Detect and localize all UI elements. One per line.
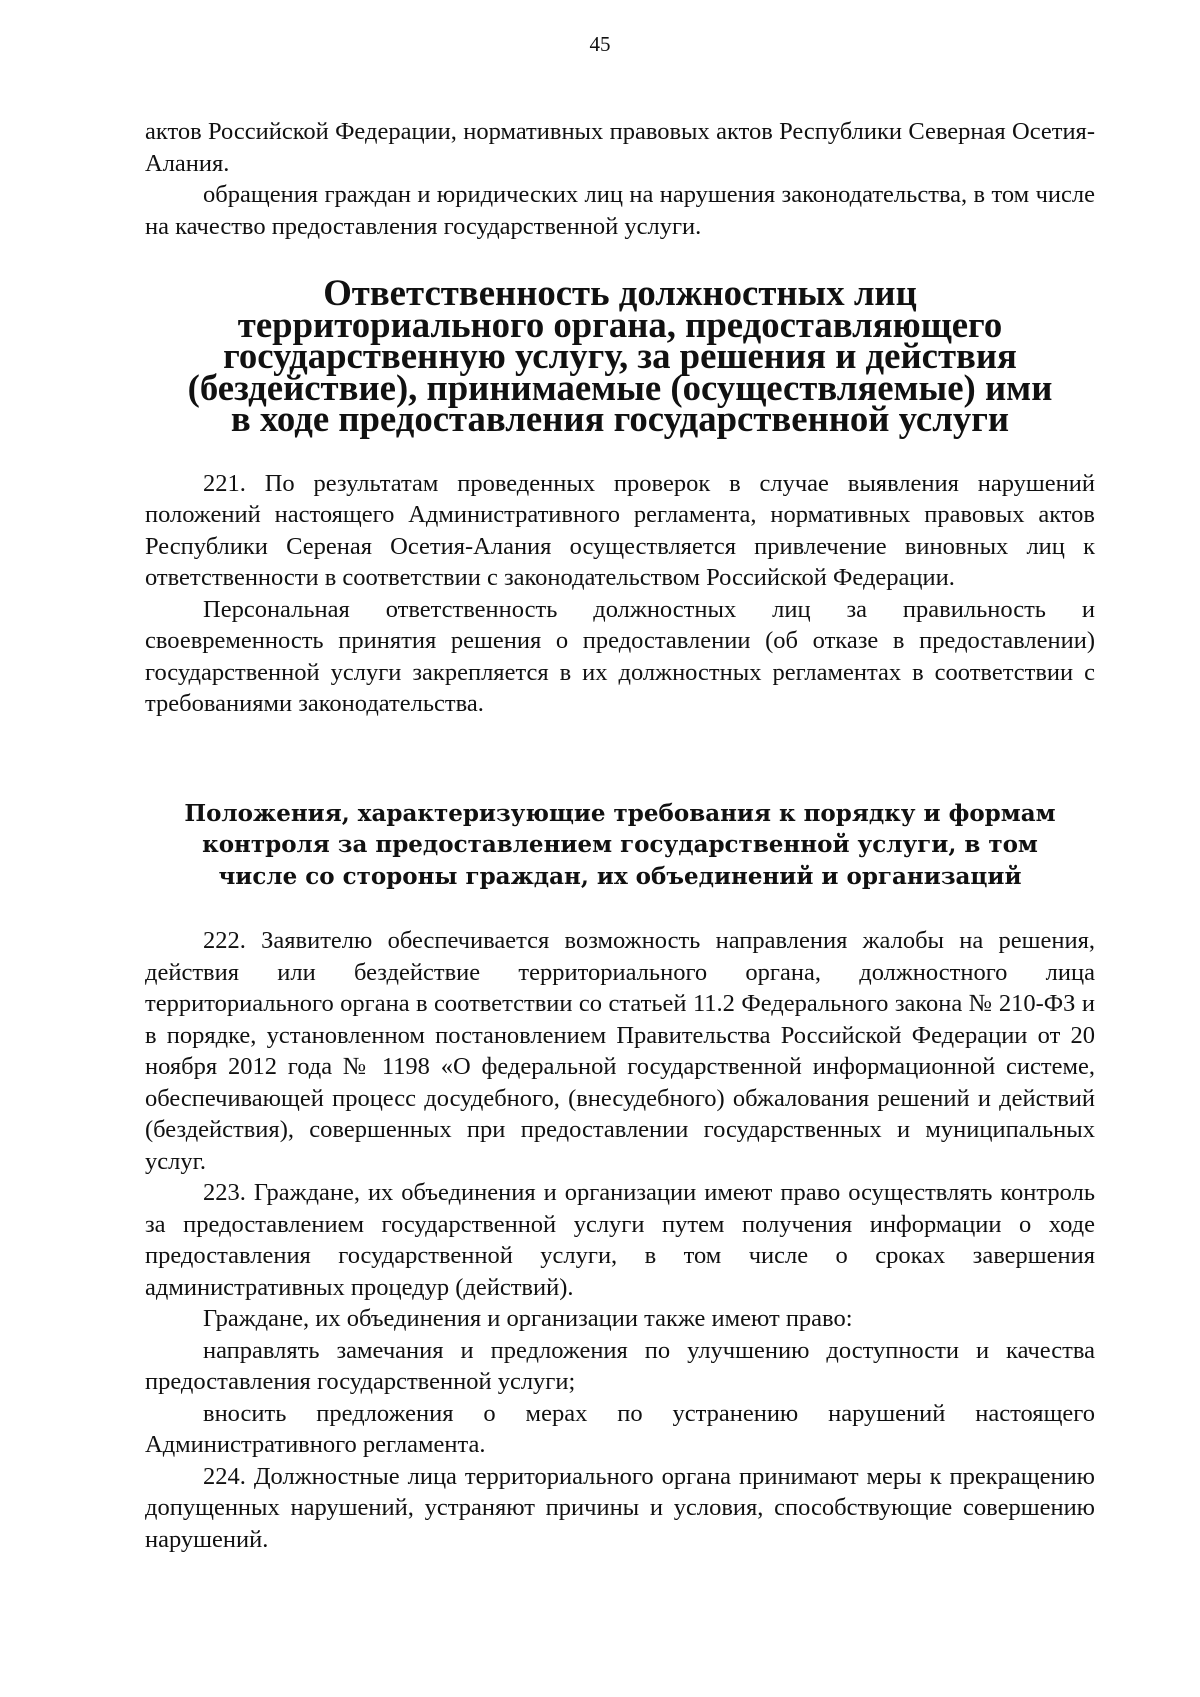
paragraph-221: 221. По результатам проведенных проверок в случае выявления нарушений положений настоящего Административного регламента, нормативных правовых актов Республики Сереная Осетия-Алания осуществляется привлечение виновных лиц к ответственности в соответствии с законодательством Российской Федерации. xyxy=(145,469,1095,591)
paragraph-222: 222. Заявителю обеспечивается возможность направления жалобы на решения, действия или бездействие территориального органа, должностного лица территориального органа в соответствии со статьей 11.2 Федерального закона № 210-ФЗ и в порядке, установленном постановлением Правительства Российской Федерации от 20 ноября 2012 года № 1198 «О федеральной государственной информационной системе, обеспечивающей процесс досудебного, (внесудебного) обжалования решений и действий (бездействия), совершенных при предоставлении государственных и муниципальных услуг. xyxy=(145,927,1095,1175)
paragraph: Персональная ответственность должностных лиц за правильность и своевременность принятия решения о предоставлении (об отказе в предоставлении) государственной услуги закрепляется в их должностных регламентах в соответствии с требованиями законодательства. xyxy=(145,595,1095,717)
paragraph: обращения граждан и юридических лиц на нарушения законодательства, в том числе на качество предоставления государственной услуги. xyxy=(145,181,1095,240)
document-body xyxy=(145,116,1095,1555)
list-item: вносить предложения о мерах по устранению нарушений настоящего Административного регламента. xyxy=(145,1399,1095,1458)
paragraph-continuation: актов Российской Федерации, нормативных правовых актов Республики Северная Осетия-Алания. xyxy=(145,118,1095,177)
paragraph-223: 223. Граждане, их объединения и организации имеют право осуществлять контроль за предоставлением государственной услуги путем получения информации о ходе предоставления государственной услуги, в том числе о сроках завершения административных процедур (действий). xyxy=(145,1179,1095,1301)
paragraph: Граждане, их объединения и организации также имеют право: xyxy=(203,1305,853,1332)
section-heading-responsibility: Ответственность должностных лиц территориального органа, предоставляющего государственную услугу, за решения и действия (бездействие), принимаемые (осуществляемые) ими в ходе предоставления государственной услуги xyxy=(187,272,1053,439)
list-item: направлять замечания и предложения по улучшению доступности и качества предоставления государственной услуги; xyxy=(145,1336,1095,1395)
section-heading-control: Положения, характеризующие требования к порядку и формам контроля за предоставлением государственной услуги, в том числе со стороны граждан, их объединений и организаций xyxy=(184,799,1056,890)
paragraph-224: 224. Должностные лица территориального органа принимают меры к прекращению допущенных нарушений, устраняют причины и условия, способствующие совершению нарушений. xyxy=(145,1462,1095,1553)
page-number: 45 xyxy=(589,32,611,56)
